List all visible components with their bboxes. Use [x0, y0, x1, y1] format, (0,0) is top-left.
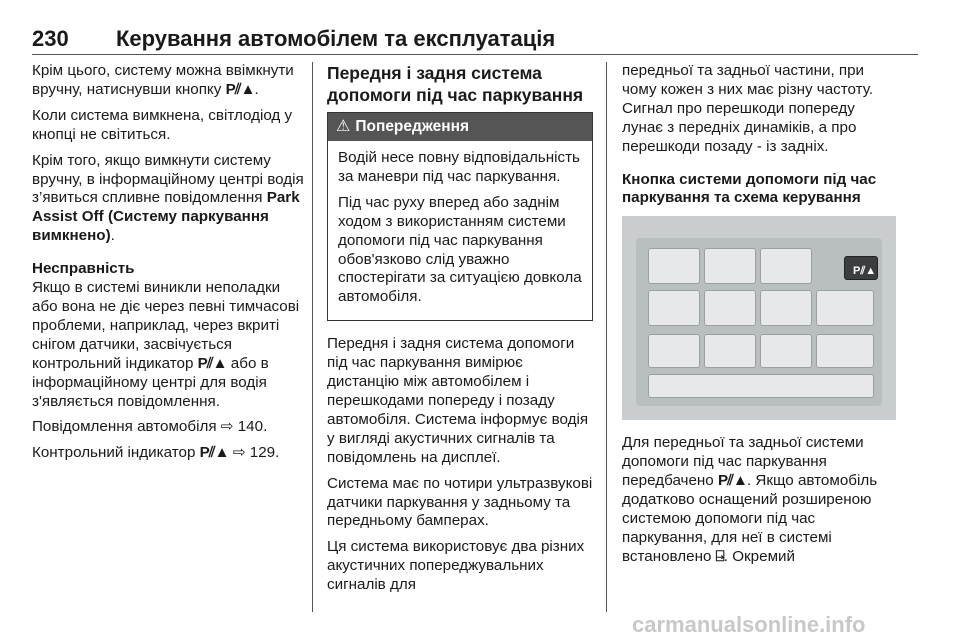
control-panel-photo	[622, 216, 896, 420]
section-heading: Передня і задня система допомоги під час паркування	[327, 63, 584, 105]
park-assist-icon: P⫽▲	[717, 472, 747, 490]
panel-button	[816, 334, 874, 368]
panel-button	[760, 290, 812, 326]
park-assist-icon: P⫽▲	[199, 444, 229, 462]
warning-box	[327, 112, 593, 321]
paragraph: Передня і задня система допомоги під час паркування вимірює дистанцію між автомобілем і перешкодами попереду і позаду автомобіля. Система інформує водія у вигляді акустичних сигналів та повідомлень на дисплеї.	[327, 335, 589, 466]
panel-button	[648, 248, 700, 284]
panel-button	[704, 334, 756, 368]
advanced-park-assist-icon: ⍈	[715, 547, 724, 565]
paragraph: Якщо в системі виникли неполадки або вона не діє через певні тимчасові проблеми, наприклад, через вкриті снігом датчики, засвічується контрольний індикатор P⫽▲ або в інформаційному центрі для водія з'являється повідомлення.	[32, 279, 300, 410]
warning-icon: ⚠	[336, 117, 351, 135]
section-subhead: Несправність	[32, 260, 135, 278]
panel-button	[816, 290, 874, 326]
section-subhead: Кнопка системи допомоги під час паркування та схема керування	[622, 170, 877, 207]
park-assist-button: P⫽▲	[844, 256, 878, 280]
warning-title: Попередження	[355, 117, 470, 135]
park-assist-icon: P⫽▲	[225, 80, 255, 98]
paragraph: Крім того, якщо вимкнути систему вручну, в інформаційному центрі водія з’явиться спливне повідомлення Park Assist Off (Систему паркування вимкнено).	[32, 151, 304, 245]
column-2	[327, 62, 593, 602]
panel-strip	[648, 374, 874, 398]
panel-button	[648, 290, 700, 326]
page-number: 230	[32, 26, 69, 51]
park-assist-icon: P⫽▲	[197, 354, 227, 372]
column-1	[32, 62, 304, 470]
paragraph: передньої та задньої частини, при чому кожен з них має різну частоту. Сигнал про перешкоди попереду лунає з передніх динаміків, а про перешкоди позаду - із задніх.	[622, 62, 874, 155]
paragraph: Повідомлення автомобіля ⇨ 140.	[32, 418, 268, 436]
paragraph: Водій несе повну відповідальність за маневри під час паркування.	[338, 149, 580, 185]
paragraph: Ця система використовує два різних акустичних попереджувальних сигналів для	[327, 538, 585, 594]
message-text: Park Assist Off (Систему паркування вимкнено)	[32, 189, 300, 245]
paragraph: Для передньої та задньої системи допомоги під час паркування передбачено P⫽▲. Якщо автомобіль додатково оснащений розширеною системою допомоги під час паркування, для неї в системі встановлено ⍈. Окремий	[622, 434, 878, 565]
control-panel	[636, 238, 882, 406]
page-title: Керування автомобілем та експлуатація	[116, 26, 556, 51]
paragraph: Коли система вимкнена, світлодіод у кнопці не світиться.	[32, 106, 293, 143]
page-reference-link[interactable]: ⇨ 140.	[220, 418, 268, 436]
panel-button	[760, 248, 812, 284]
warning-body	[328, 141, 592, 320]
panel-button	[704, 290, 756, 326]
panel-button	[704, 248, 756, 284]
paragraph: Під час руху вперед або заднім ходом з використанням системи допомоги під час паркування обов'язково слід уважно спостерігати за ситуацією довкола автомобіля.	[338, 193, 582, 306]
column-divider-2	[606, 62, 607, 612]
column-3	[622, 62, 896, 574]
paragraph: Система має по чотири ультразвукові датчики паркування у задньому та передньому бамперах.	[327, 474, 593, 530]
page-reference-link[interactable]: ⇨ 129.	[232, 444, 280, 462]
column-divider-1	[312, 62, 313, 612]
watermark: carmanualsonline.info	[632, 612, 866, 637]
page-header	[32, 26, 918, 52]
paragraph: Контрольний індикатор P⫽▲ ⇨ 129.	[32, 444, 280, 462]
panel-button	[648, 334, 700, 368]
panel-button	[760, 334, 812, 368]
header-rule	[32, 54, 918, 55]
paragraph: Крім цього, систему можна ввімкнути вручну, натиснувши кнопку P⫽▲.	[32, 62, 294, 98]
warning-header	[328, 113, 592, 141]
